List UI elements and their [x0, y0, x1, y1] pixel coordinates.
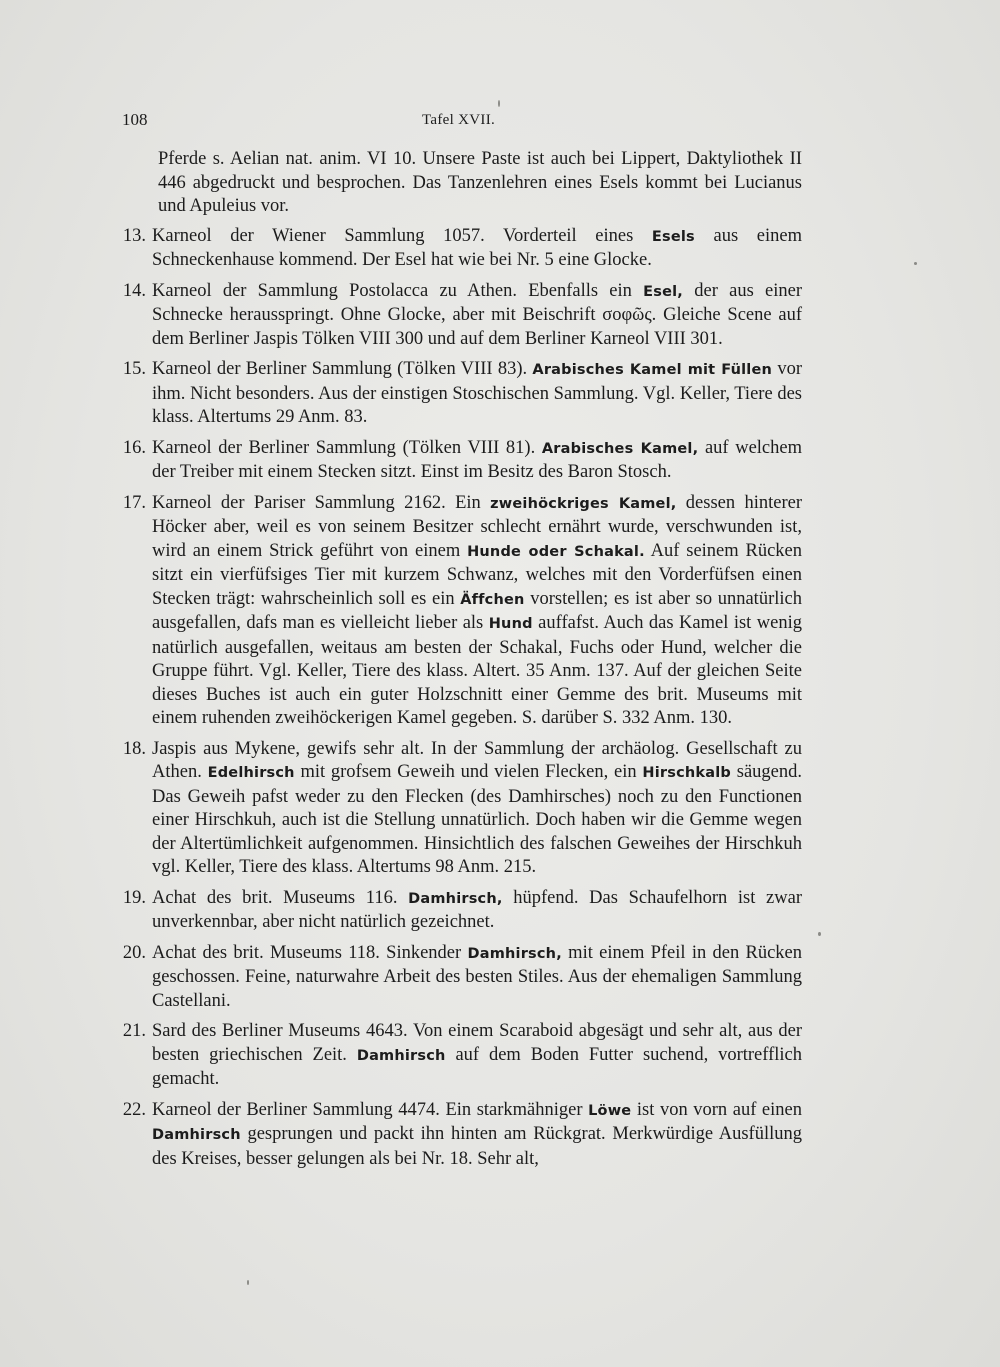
- catalogue-entry-14: [112, 280, 802, 352]
- entry-text-run: Karneol der Pariser Sammlung 2162. Ein: [152, 492, 491, 513]
- entry-text-run: Karneol der Berliner Sammlung (Tölken VIII 83).: [152, 359, 533, 379]
- entry-number: 17.: [122, 492, 146, 513]
- entry-text: [152, 358, 802, 430]
- entry-text-run: der aus einer Schnecke herausspringt. Ohne Glocke, aber mit Beischrift σοφῶς. Gleiche Scene auf dem Berliner Jaspis Tölken VIII 300 und auf dem Berliner Karneol VIII 301.: [152, 280, 802, 349]
- entry-text-run: Karneol der Berliner Sammlung 4474. Ein starkmähniger: [152, 1099, 589, 1120]
- emphasized-term: Hund: [488, 616, 533, 632]
- paper-speck: [247, 1280, 249, 1285]
- entry-text: [152, 1020, 802, 1092]
- entry-text-run: Achat des brit. Museums 118. Sinkender: [152, 942, 468, 963]
- continued-paragraph: Pferde s. Aelian nat. anim. VI 10. Unsere Paste ist auch bei Lippert, Daktyliothek II 446 abgedruckt und besprochen. Das Tanzenlehren eines Esels kommt bei Lucianus und Apuleius vor.: [158, 149, 802, 216]
- entry-text-run: auffafst. Auch das Kamel ist wenig natürlich ausgefallen, weitaus am besten der Schakal, Fuchs oder Hund, welcher die Gruppe führt. Vgl. Keller, Tiere des klass. Altert. 35 Anm. 137. Auf der gleichen Seite dieses Buches ist auch ein guter Holzschnitt einer Gemme des brit. Museums mit einem ruhenden zweihöckerigen Kamel gegeben. S. darüber S. 332 Anm. 130.: [152, 613, 802, 728]
- entry-text-run: vor ihm. Nicht besonders. Aus der einstigen Stoschischen Sammlung. Vgl. Keller, Tiere des klass. Altertums 29 Anm. 83.: [152, 359, 802, 427]
- catalogue-entry-16: [112, 437, 802, 485]
- entry-number: 19.: [122, 887, 146, 908]
- catalogue-entry-18: [112, 738, 802, 880]
- emphasized-term: Löwe: [588, 1102, 632, 1119]
- emphasized-term: zweihöckriges Kamel,: [490, 495, 677, 512]
- entry-text-run: auf dem Boden Futter suchend, vortrefflich gemacht.: [152, 1044, 802, 1089]
- entry-number: 13.: [122, 225, 146, 246]
- catalogue-entry-15: [112, 358, 802, 430]
- entry-text-run: gesprungen und packt ihn hinten am Rückgrat. Merkwürdige Ausfüllung des Kreises, besser gelungen als bei Nr. 18. Sehr alt,: [152, 1124, 802, 1169]
- entry-number: 21.: [122, 1021, 146, 1041]
- running-head: [122, 110, 802, 134]
- entry-number: 14.: [122, 280, 146, 301]
- entry-text-run: säugend. Das Geweih pafst weder zu den Flecken (des Damhirsches) noch zu den Functionen einer Hirschkuh, auch ist die Stellung unnatürlich. Doch haben wir die Gemme wegen der Altertümlichkeit aufgenommen. Hinsichtlich des falschen Geweihes der Hirschkuh vgl. Keller, Tiere des klass. Altertums 98 Anm. 215.: [152, 762, 802, 877]
- emphasized-term: Hunde oder Schakal.: [467, 543, 645, 560]
- entry-text-run: Jaspis aus Mykene, gewifs sehr alt. In der Sammlung der archäolog. Gesellschaft zu Athen.: [152, 738, 802, 782]
- emphasized-term: Esel,: [643, 283, 684, 300]
- entry-text-run: Sard des Berliner Museums 4643. Von einem Scaraboid abgesägt und sehr alt, aus der besten griechischen Zeit.: [152, 1021, 802, 1065]
- entry-text-run: Achat des brit. Museums 116.: [152, 887, 409, 908]
- emphasized-term: Hirschkalb: [642, 765, 731, 781]
- entry-text: [152, 280, 802, 352]
- paper-speck: [914, 262, 917, 265]
- entry-text-run: ist von vorn auf einen: [631, 1099, 802, 1120]
- catalogue-entry-19: [112, 887, 802, 935]
- entry-text-run: mit einem Pfeil in den Rücken geschossen. Feine, naturwahre Arbeit des besten Stiles. Aus der ehemaligen Sammlung Castellani.: [152, 942, 802, 1011]
- catalogue-entry-22: [112, 1099, 802, 1172]
- entry-number: 18.: [122, 738, 146, 759]
- entry-text: [152, 942, 802, 1014]
- entry-text-run: hüpfend. Das Schaufelhorn ist zwar unverkennbar, aber nicht natürlich gezeichnet.: [152, 887, 802, 932]
- entry-text-run: Karneol der Sammlung Postolacca zu Athen. Ebenfalls ein: [152, 280, 644, 301]
- emphasized-term: Edelhirsch: [207, 765, 295, 781]
- emphasized-term: Esels: [651, 228, 695, 245]
- paper-speck: [498, 100, 500, 107]
- catalogue-text: [112, 148, 802, 1178]
- catalogue-entry-20: [112, 942, 802, 1014]
- entry-text-run: dessen hinterer Höcker aber, weil es von seinem Besitzer schlecht ernährt wurde, verschwunden ist, wird an einem Strick geführt von einem: [152, 492, 802, 561]
- entry-text: [152, 492, 802, 731]
- entry-text-run: vorstellen; es ist aber so unnatürlich ausgefallen, dafs man es vielleicht lieber als: [152, 588, 802, 633]
- entry-text-run: Auf seinem Rücken sitzt ein vierfüfsiges Tier mit kurzem Schwanz, welches mit den Vorderfüfsen einen Stecken trägt: wahrscheinlich soll es ein: [152, 540, 802, 609]
- plate-title: Tafel XVII.: [422, 112, 496, 128]
- catalogue-entry-21: [112, 1020, 802, 1092]
- entry-number: 16.: [122, 437, 146, 458]
- emphasized-term: Damhirsch: [152, 1127, 241, 1143]
- entry-number: 22.: [122, 1099, 146, 1120]
- entry-text-run: aus einem Schneckenhause kommend. Der Esel hat wie bei Nr. 5 eine Glocke.: [152, 225, 802, 270]
- emphasized-term: Arabisches Kamel,: [541, 440, 699, 457]
- entry-text: [152, 225, 802, 273]
- emphasized-term: Damhirsch: [356, 1047, 446, 1064]
- entry-text-run: Karneol der Wiener Sammlung 1057. Vorderteil eines: [152, 225, 652, 246]
- emphasized-term: Äffchen: [460, 591, 525, 608]
- catalogue-entry-17: [112, 492, 802, 731]
- entry-text-run: auf welchem der Treiber mit einem Stecken sitzt. Einst im Besitz des Baron Stosch.: [152, 437, 802, 482]
- catalogue-entry-13: [112, 225, 802, 273]
- entry-text: [152, 437, 802, 485]
- emphasized-term: Damhirsch,: [408, 890, 503, 907]
- emphasized-term: Damhirsch,: [467, 945, 562, 962]
- emphasized-term: Arabisches Kamel mit Füllen: [532, 362, 773, 378]
- entry-text: [152, 738, 802, 880]
- entry-number: 15.: [122, 359, 146, 379]
- entry-number: 20.: [122, 942, 146, 963]
- entry-text-run: mit grofsem Geweih und vielen Flecken, ein: [294, 762, 643, 782]
- entry-text: [152, 1099, 802, 1172]
- entry-text: [152, 887, 802, 935]
- paper-speck: [818, 932, 821, 936]
- entry-text-run: Karneol der Berliner Sammlung (Tölken VIII 81).: [152, 437, 542, 458]
- page-number: 108: [122, 110, 148, 129]
